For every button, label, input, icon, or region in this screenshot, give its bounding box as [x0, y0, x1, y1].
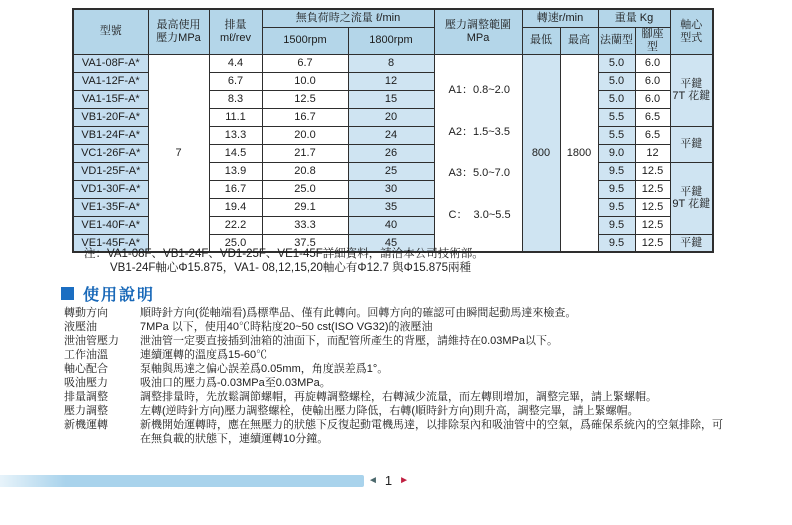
model-cell: VD1-25F-A* [73, 162, 148, 180]
usage-term: 泄油管壓力 [64, 335, 119, 347]
usage-desc: 泵軸與馬達之偏心誤差爲0.05mm，角度誤差爲1°。 [140, 363, 389, 375]
usage-item [64, 376, 732, 390]
flow-1800-cell: 8 [348, 54, 434, 72]
footer-divider-bar [0, 475, 364, 487]
flow-1800-cell: 24 [348, 126, 434, 144]
displacement-cell: 6.7 [209, 72, 262, 90]
usage-term: 軸心配合 [64, 363, 108, 375]
col-header-flow-1500: 1500rpm [262, 27, 348, 54]
col-header-weight: 重量 Kg [598, 9, 670, 27]
usage-desc: 吸油口的壓力爲-0.03MPa至0.03MPa。 [140, 377, 331, 389]
footnote-line: 注：VA1-08F、VB1-24F、VD1-25F、VE1-45F詳細資料，請洽本公司技術部。 [84, 248, 484, 260]
model-cell: VA1-15F-A* [73, 90, 148, 108]
weight-foot-cell: 12.5 [635, 162, 670, 180]
displacement-cell: 25.0 [209, 234, 262, 252]
displacement-cell: 13.3 [209, 126, 262, 144]
flow-1800-cell: 30 [348, 180, 434, 198]
col-header-weight-flange: 法蘭型 [598, 27, 635, 54]
flow-1500-cell: 12.5 [262, 90, 348, 108]
max-pressure-cell: 7 [148, 54, 209, 252]
flow-1800-cell: 26 [348, 144, 434, 162]
model-cell: VC1-26F-A* [73, 144, 148, 162]
shaft-type-line1: 平鍵 [680, 185, 703, 198]
model-cell: VB1-24F-A* [73, 126, 148, 144]
weight-foot-cell: 6.5 [635, 108, 670, 126]
footnote-line: VB1-24F軸心Φ15.875，VA1- 08,12,15,20軸心有Φ12.7 與Φ15.875兩種 [110, 261, 471, 274]
col-header-shaft-line2: 型式 [680, 31, 703, 44]
shaft-type-cell [670, 234, 713, 252]
weight-foot-cell: 6.0 [635, 72, 670, 90]
col-header-shaft [670, 9, 713, 54]
speed-min-cell: 800 [522, 54, 560, 252]
flow-1800-cell: 12 [348, 72, 434, 90]
speed-max-cell: 1800 [560, 54, 598, 252]
pressure-range-list [436, 55, 521, 251]
weight-foot-cell: 12.5 [635, 198, 670, 216]
displacement-cell: 11.1 [209, 108, 262, 126]
flow-1500-cell: 20.8 [262, 162, 348, 180]
weight-flange-cell: 9.5 [598, 180, 635, 198]
flow-1500-cell: 33.3 [262, 216, 348, 234]
weight-foot-cell: 6.0 [635, 90, 670, 108]
page-number: 1 [384, 472, 393, 488]
pressure-range-a1: A1：0.8~2.0 [448, 83, 510, 96]
weight-flange-cell: 5.5 [598, 108, 635, 126]
col-header-max-pressure-line2: 壓力MPa [156, 31, 201, 44]
shaft-type-line1: 平鍵 [680, 77, 703, 90]
col-header-speed: 轉速r/min [522, 9, 598, 27]
usage-item [64, 348, 732, 362]
usage-item [64, 334, 732, 348]
shaft-type-cell [670, 126, 713, 162]
weight-flange-cell: 5.0 [598, 72, 635, 90]
flow-1500-cell: 25.0 [262, 180, 348, 198]
shaft-type-line1: 平鍵 [680, 138, 703, 151]
col-header-pressure-range-line2: MPa [466, 31, 490, 44]
col-header-displacement-line1: 排量 [224, 19, 247, 32]
table-footnotes [84, 248, 484, 275]
flow-1500-cell: 37.5 [262, 234, 348, 252]
flow-1800-cell: 20 [348, 108, 434, 126]
weight-flange-cell: 9.5 [598, 216, 635, 234]
flow-1500-cell: 6.7 [262, 54, 348, 72]
usage-term: 新機運轉 [64, 419, 108, 431]
flow-1500-cell: 16.7 [262, 108, 348, 126]
flow-1500-cell: 21.7 [262, 144, 348, 162]
usage-desc: 新機開始運轉時，應在無壓力的狀態下反復起動電機馬達，以排除泵內和吸油管中的空氣，爲確保系統內的空氣排除，可在無負載的狀態下，連續運轉10分鐘。 [140, 419, 723, 445]
pressure-range-cell [434, 54, 522, 252]
model-cell: VD1-30F-A* [73, 180, 148, 198]
weight-foot-cell: 12.5 [635, 180, 670, 198]
flow-1800-cell: 25 [348, 162, 434, 180]
displacement-cell: 22.2 [209, 216, 262, 234]
col-header-max-pressure-line1: 最高使用 [156, 19, 201, 32]
flow-1800-cell: 35 [348, 198, 434, 216]
flow-1800-cell: 15 [348, 90, 434, 108]
weight-foot-cell: 12 [635, 144, 670, 162]
model-cell: VA1-12F-A* [73, 72, 148, 90]
usage-item [64, 362, 732, 376]
displacement-cell: 16.7 [209, 180, 262, 198]
section-title: 使用說明 [83, 287, 156, 304]
col-header-speed-max: 最高 [560, 27, 598, 54]
usage-term: 吸油壓力 [64, 377, 108, 389]
usage-item [64, 306, 732, 320]
displacement-cell: 8.3 [209, 90, 262, 108]
spec-table [72, 8, 714, 253]
shaft-type-cell [670, 54, 713, 126]
usage-item [64, 320, 732, 334]
pressure-range-a2: A2：1.5~3.5 [448, 125, 510, 138]
col-header-shaft-line1: 軸心 [680, 19, 703, 32]
flow-1800-cell: 40 [348, 216, 434, 234]
col-header-pressure-range [434, 9, 522, 54]
pressure-range-a3: A3：5.0~7.0 [448, 167, 510, 180]
col-header-weight-foot: 腳座型 [635, 27, 670, 54]
weight-flange-cell: 9.5 [598, 234, 635, 252]
prev-page-icon[interactable]: ◄ [368, 474, 378, 486]
usage-term: 壓力調整 [64, 405, 108, 417]
pressure-range-c: C： 3.0~5.5 [448, 209, 511, 222]
model-cell: VE1-40F-A* [73, 216, 148, 234]
weight-foot-cell: 6.0 [635, 54, 670, 72]
weight-foot-cell: 6.5 [635, 126, 670, 144]
weight-flange-cell: 9.0 [598, 144, 635, 162]
usage-desc: 7MPa 以下，使用40℃時粘度20~50 cst(ISO VG32)的液壓油 [140, 321, 433, 333]
weight-flange-cell: 9.5 [598, 198, 635, 216]
weight-flange-cell: 9.5 [598, 162, 635, 180]
usage-item [64, 390, 732, 404]
usage-instructions-list [64, 306, 732, 446]
section-bullet-icon [61, 287, 74, 300]
weight-flange-cell: 5.0 [598, 54, 635, 72]
displacement-cell: 4.4 [209, 54, 262, 72]
flow-1500-cell: 29.1 [262, 198, 348, 216]
usage-desc: 左轉(逆時針方向)壓力調整螺栓，使輸出壓力降低，右轉(順時針方向)則升高，調整完畢，請上緊螺帽。 [140, 405, 639, 417]
col-header-displacement-line2: mℓ/rev [219, 31, 252, 44]
weight-flange-cell: 5.5 [598, 126, 635, 144]
model-cell: VE1-35F-A* [73, 198, 148, 216]
next-page-icon[interactable]: ► [399, 474, 410, 486]
usage-term: 工作油溫 [64, 349, 108, 361]
usage-desc: 順時針方向(從軸端看)爲標準品、僅有此轉向。回轉方向的確認可由瞬間起動馬達來檢查。 [140, 307, 577, 319]
weight-foot-cell: 12.5 [635, 216, 670, 234]
usage-term: 液壓油 [64, 321, 97, 333]
usage-desc: 泄油管一定要直接插到油箱的油面下，而配管所產生的背壓，請維持在0.03MPa以下。 [140, 335, 559, 347]
col-header-displacement [209, 9, 262, 54]
usage-item [64, 404, 732, 418]
weight-foot-cell: 12.5 [635, 234, 670, 252]
shaft-type-line2: 7T 花鍵 [672, 90, 711, 103]
model-cell: VE1-45F-A* [73, 234, 148, 252]
shaft-type-cell [670, 162, 713, 234]
flow-1500-cell: 20.0 [262, 126, 348, 144]
col-header-speed-min: 最低 [522, 27, 560, 54]
displacement-cell: 14.5 [209, 144, 262, 162]
model-cell: VB1-20F-A* [73, 108, 148, 126]
usage-item [64, 418, 732, 446]
col-header-flow: 無負荷時之流量 ℓ/min [262, 9, 434, 27]
displacement-cell: 13.9 [209, 162, 262, 180]
weight-flange-cell: 5.0 [598, 90, 635, 108]
table-row [73, 54, 713, 72]
flow-1800-cell: 45 [348, 234, 434, 252]
page-navigation [368, 471, 409, 489]
flow-1500-cell: 10.0 [262, 72, 348, 90]
col-header-flow-1800: 1800rpm [348, 27, 434, 54]
col-header-model: 型號 [73, 9, 148, 54]
shaft-type-line2: 9T 花鍵 [672, 198, 711, 211]
usage-desc: 調整排量時，先放鬆調節螺帽，再旋轉調整螺栓，右轉減少流量，而左轉則增加，調整完畢，請上緊螺帽。 [140, 391, 657, 403]
model-cell: VA1-08F-A* [73, 54, 148, 72]
shaft-type-line1: 平鍵 [680, 236, 703, 249]
col-header-pressure-range-line1: 壓力調整範圍 [445, 19, 511, 32]
usage-desc: 連續運轉的溫度爲15-60℃ [140, 349, 268, 361]
usage-term: 轉動方向 [64, 307, 108, 319]
usage-term: 排量調整 [64, 391, 108, 403]
usage-section-heading [61, 282, 155, 305]
displacement-cell: 19.4 [209, 198, 262, 216]
col-header-max-pressure [148, 9, 209, 54]
